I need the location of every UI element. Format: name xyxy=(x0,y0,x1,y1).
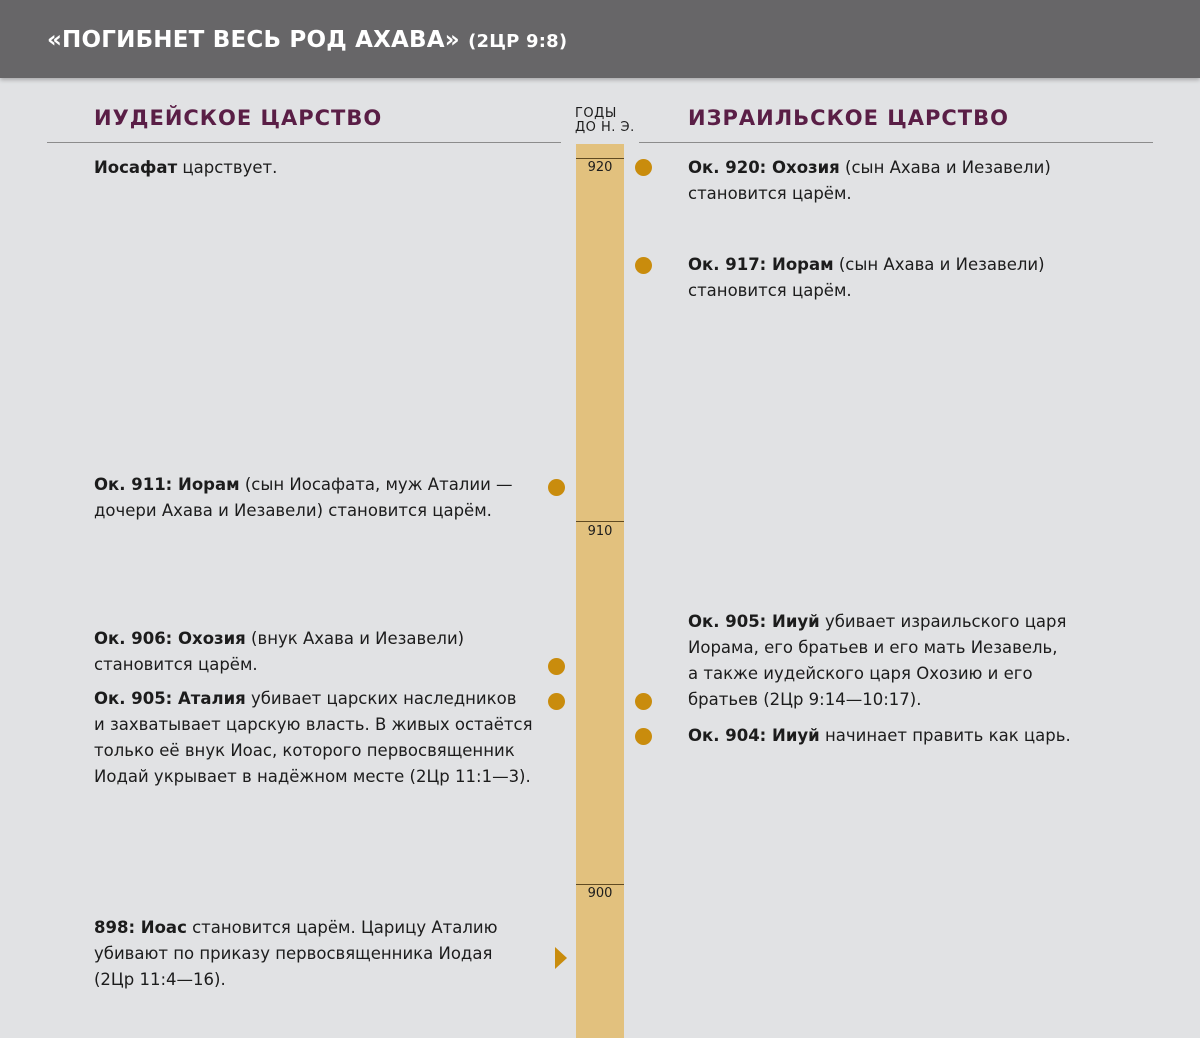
title-reference: (2ЦР 9:8) xyxy=(468,31,568,52)
event-name: 898: Иоас xyxy=(94,918,187,937)
judah-marker-arrow-icon xyxy=(555,947,567,969)
event-text: убивают по приказу первосвященника Иодая xyxy=(94,944,493,963)
israel-event xyxy=(688,609,1066,713)
timeline-tick-900 xyxy=(576,884,624,885)
event-text: (внук Ахава и Иезавели) xyxy=(245,629,465,648)
judah-event xyxy=(94,155,277,181)
page-title xyxy=(47,27,567,53)
event-text: а также иудейского царя Охозию и его xyxy=(688,664,1033,683)
judah-marker-dot xyxy=(548,693,565,710)
event-name: Ок. 905: Аталия xyxy=(94,689,246,708)
event-text: становится царём. Царицу Аталию xyxy=(186,918,498,937)
event-text: (сын Ахава и Иезавели) xyxy=(839,158,1051,177)
event-name: Ок. 917: Иорам xyxy=(688,255,834,274)
judah-event xyxy=(94,626,464,678)
judah-event xyxy=(94,472,513,524)
event-text: и захватывает царскую власть. В живых остаётся xyxy=(94,715,533,734)
event-text: становится царём. xyxy=(94,655,258,674)
judah-marker-dot xyxy=(548,479,565,496)
event-name: Ок. 906: Охозия xyxy=(94,629,246,648)
event-name: Иосафат xyxy=(94,158,178,177)
timeline-tick-label-910: 910 xyxy=(587,524,613,539)
timeline-tick-label-900: 900 xyxy=(587,886,613,901)
israel-event xyxy=(688,252,1045,304)
right-heading-rule xyxy=(639,142,1153,143)
timeline-bar xyxy=(576,144,624,1038)
timeline-tick-label-920: 920 xyxy=(587,160,613,175)
israel-marker-dot xyxy=(635,159,652,176)
israel-marker-dot xyxy=(635,693,652,710)
event-text: Иодай укрывает в надёжном месте (2Цр 11:1—3). xyxy=(94,767,531,786)
israel-event xyxy=(688,723,1071,749)
israel-heading: ИЗРАИЛЬСКОЕ ЦАРСТВО xyxy=(688,106,1009,130)
years-label-line2: ДО Н. Э. xyxy=(575,120,635,135)
judah-event xyxy=(94,686,533,790)
left-heading-rule xyxy=(47,142,561,143)
israel-marker-dot xyxy=(635,257,652,274)
event-text: начинает править как царь. xyxy=(819,726,1071,745)
years-label-line1: ГОДЫ xyxy=(575,106,617,121)
event-text: царствует. xyxy=(177,158,278,177)
event-name: Ок. 904: Ииуй xyxy=(688,726,820,745)
israel-event xyxy=(688,155,1051,207)
judah-marker-dot xyxy=(548,658,565,675)
years-label xyxy=(575,107,641,135)
event-text: становится царём. xyxy=(688,281,852,300)
event-text: (сын Ахава и Иезавели) xyxy=(833,255,1045,274)
header-banner xyxy=(0,0,1200,78)
event-text: братьев (2Цр 9:14—10:17). xyxy=(688,690,922,709)
event-name: Ок. 920: Охозия xyxy=(688,158,840,177)
event-text: дочери Ахава и Иезавели) становится царём. xyxy=(94,501,492,520)
event-text: убивает израильского царя xyxy=(819,612,1067,631)
title-text: «ПОГИБНЕТ ВЕСЬ РОД АХАВА» xyxy=(47,27,460,53)
timeline-tick-910 xyxy=(576,521,624,522)
event-text: Иорама, его братьев и его мать Иезавель, xyxy=(688,638,1058,657)
israel-marker-dot xyxy=(635,728,652,745)
judah-heading: ИУДЕЙСКОЕ ЦАРСТВО xyxy=(94,106,383,130)
event-name: Ок. 911: Иорам xyxy=(94,475,240,494)
timeline-tick-920 xyxy=(576,158,624,159)
judah-event xyxy=(94,915,498,993)
event-text: убивает царских наследников xyxy=(245,689,517,708)
event-text: только её внук Иоас, которого первосвященник xyxy=(94,741,515,760)
event-text: становится царём. xyxy=(688,184,852,203)
event-name: Ок. 905: Ииуй xyxy=(688,612,820,631)
event-text: (сын Иосафата, муж Аталии — xyxy=(239,475,513,494)
event-text: (2Цр 11:4—16). xyxy=(94,970,226,989)
